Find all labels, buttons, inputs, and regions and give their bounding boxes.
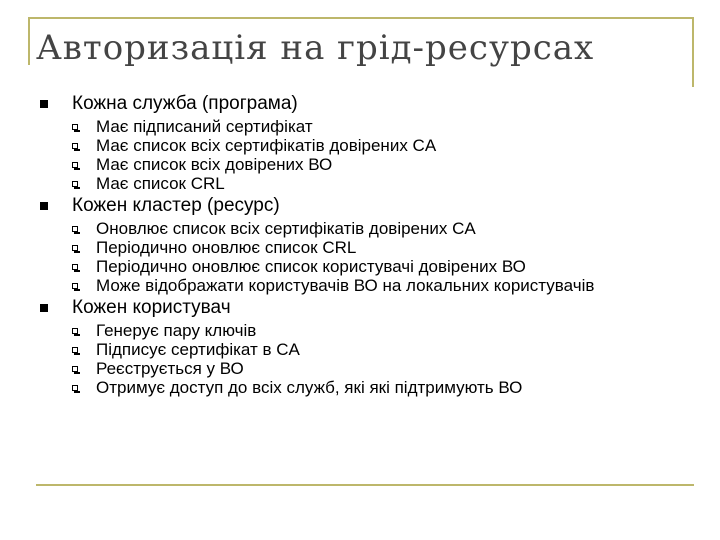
checkbox-bullet-icon [72,385,78,391]
sub-bullet-label: Має підписаний сертифікат [96,117,313,136]
bullet-group-service [40,92,700,192]
sub-bullet-item [40,175,700,192]
sub-bullet-item [40,220,700,237]
checkbox-bullet-icon [72,162,78,168]
slide-title: Авторизація на грід-ресурсах [36,28,595,68]
checkbox-bullet-icon [72,226,78,232]
checkbox-bullet-icon [72,328,78,334]
sub-bullet-label: Періодично оновлює список користувачі довірених ВО [96,257,526,276]
sub-bullet-label: Може відображати користувачів ВО на локальних користувачів [96,276,595,295]
sub-bullet-item [40,156,700,173]
sub-bullet-item [40,322,700,339]
checkbox-bullet-icon [72,181,78,187]
frame-line-left [28,17,30,65]
sub-bullet-item [40,137,700,154]
checkbox-bullet-icon [72,347,78,353]
checkbox-bullet-icon [72,245,78,251]
sub-bullet-label: Має список CRL [96,174,225,193]
square-bullet-icon [40,100,48,108]
sub-bullet-label: Отримує доступ до всіх служб, які які підтримують ВО [96,378,523,397]
checkbox-bullet-icon [72,264,78,270]
sub-bullet-label: Підписує сертифікат в CA [96,340,300,359]
sub-bullet-item [40,277,616,294]
square-bullet-icon [40,202,48,210]
sub-bullet-label: Генерує пару ключів [96,321,257,340]
bullet-label: Кожен кластер (ресурс) [72,195,280,216]
bullet-list [40,92,700,398]
checkbox-bullet-icon [72,124,78,130]
bullet-label: Кожна служба (програма) [72,93,298,114]
frame-line-bottom [36,484,694,486]
bullet-item [40,296,700,320]
sub-bullet-item [40,118,700,135]
sub-bullet-item [40,360,700,377]
frame-line-right [692,17,694,87]
checkbox-bullet-icon [72,366,78,372]
sub-bullet-item [40,239,700,256]
bullet-group-user [40,296,700,396]
sub-bullet-item [40,258,700,275]
sub-bullet-label: Має список всіх довірених ВО [96,155,333,174]
bullet-item [40,194,700,218]
bullet-group-cluster [40,194,700,294]
checkbox-bullet-icon [72,283,78,289]
sub-bullet-item [40,379,700,396]
sub-bullet-label: Реєструється у ВО [96,359,244,378]
sub-bullet-label: Має список всіх сертифікатів довірених CA [96,136,437,155]
checkbox-bullet-icon [72,143,78,149]
bullet-item [40,92,700,116]
sub-bullet-label: Періодично оновлює список CRL [96,238,357,257]
sub-bullet-item [40,341,700,358]
bullet-label: Кожен користувач [72,297,231,318]
frame-line-top [28,17,694,19]
sub-bullet-label: Оновлює список всіх сертифікатів довірених CA [96,219,476,238]
square-bullet-icon [40,304,48,312]
